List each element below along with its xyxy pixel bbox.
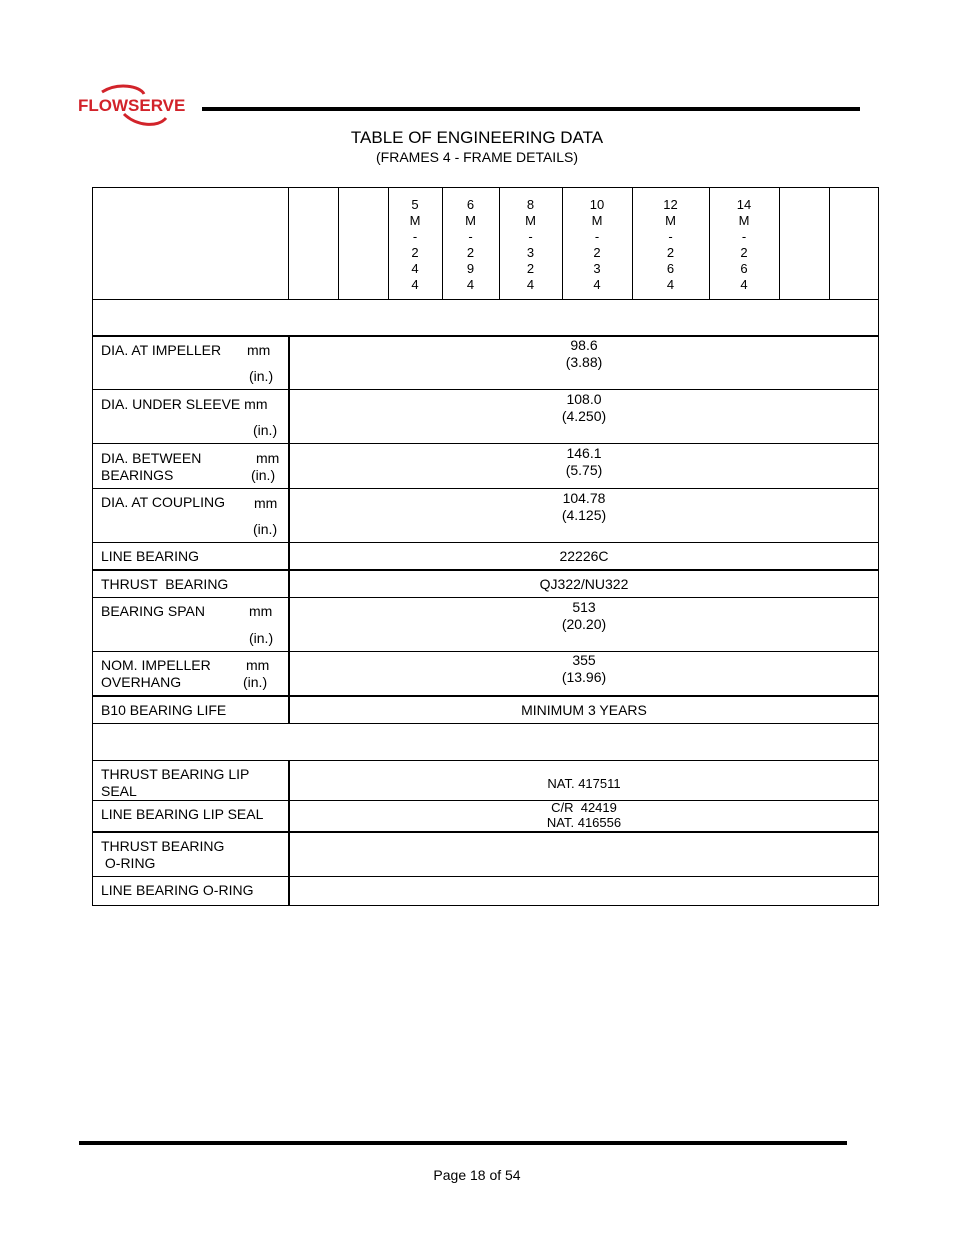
row-label-line-lip-seal: LINE BEARING LIP SEAL bbox=[101, 806, 264, 822]
value-dia-coupling-in: (4.125) bbox=[561, 507, 607, 523]
column-header: 6 M - 2 9 4 bbox=[465, 197, 476, 292]
logo-text: FLOWSERVE bbox=[78, 96, 186, 115]
row-label-dia-coupling: DIA. AT COUPLING bbox=[101, 494, 225, 510]
value-thrust-bearing: QJ322/NU322 bbox=[539, 576, 629, 592]
value-b10-life: MINIMUM 3 YEARS bbox=[521, 702, 647, 718]
row-label-dia-sleeve: DIA. UNDER SLEEVE mm bbox=[101, 396, 268, 412]
value-line-lip-seal-nat: NAT. 416556 bbox=[546, 815, 622, 830]
row-label-b10-life: B10 BEARING LIFE bbox=[101, 702, 227, 718]
header-rule bbox=[202, 107, 860, 111]
value-dia-coupling-mm: 104.78 bbox=[562, 490, 606, 506]
flowserve-logo bbox=[78, 84, 196, 128]
unit-in: (in.) bbox=[243, 674, 268, 690]
unit-in: (in.) bbox=[249, 368, 274, 384]
footer-rule bbox=[79, 1141, 847, 1145]
unit-in: (in.) bbox=[253, 422, 278, 438]
unit-mm: mm bbox=[256, 450, 280, 466]
row-label-thrust-bearing: THRUST BEARING bbox=[101, 576, 229, 592]
value-dia-bearings-mm: 146.1 bbox=[566, 445, 602, 461]
unit-in: (in.) bbox=[251, 467, 276, 483]
row-label-dia-bearings-2: BEARINGS bbox=[101, 467, 174, 483]
column-header: 5 M - 2 4 4 bbox=[409, 197, 421, 292]
page-title: TABLE OF ENGINEERING DATA bbox=[350, 128, 604, 147]
value-line-bearing: 22226C bbox=[559, 548, 609, 564]
value-impeller-overhang-in: (13.96) bbox=[561, 669, 607, 685]
value-dia-sleeve-mm: 108.0 bbox=[566, 391, 602, 407]
row-label-thrust-lip-seal-2: SEAL bbox=[101, 783, 137, 799]
engineering-data-table bbox=[92, 187, 879, 906]
value-dia-sleeve-in: (4.250) bbox=[561, 408, 607, 424]
row-label-line-oring: LINE BEARING O-RING bbox=[101, 882, 254, 898]
column-header: 14 M - 2 6 4 bbox=[736, 197, 752, 292]
column-header: 8 M - 3 2 4 bbox=[525, 197, 536, 292]
row-label-thrust-oring: THRUST BEARING bbox=[101, 838, 225, 854]
unit-mm: mm bbox=[247, 342, 271, 358]
value-bearing-span-in: (20.20) bbox=[561, 616, 607, 632]
value-dia-impeller-in: (3.88) bbox=[565, 354, 603, 370]
row-label-thrust-oring-2: O-RING bbox=[101, 855, 156, 871]
value-thrust-lip-seal: NAT. 417511 bbox=[547, 776, 621, 791]
page-number: Page 18 of 54 bbox=[433, 1167, 521, 1183]
value-bearing-span-mm: 513 bbox=[572, 599, 596, 615]
row-label-line-bearing: LINE BEARING bbox=[101, 548, 200, 564]
value-dia-bearings-in: (5.75) bbox=[565, 462, 603, 478]
value-line-lip-seal-cr: C/R 42419 bbox=[551, 800, 617, 815]
unit-in: (in.) bbox=[253, 521, 278, 537]
unit-mm: mm bbox=[249, 603, 273, 619]
value-dia-impeller-mm: 98.6 bbox=[570, 337, 598, 353]
row-label-dia-bearings: DIA. BETWEEN bbox=[101, 450, 202, 466]
row-label-thrust-lip-seal: THRUST BEARING LIP bbox=[101, 766, 250, 782]
row-label-impeller-overhang-2: OVERHANG bbox=[101, 674, 182, 690]
value-impeller-overhang-mm: 355 bbox=[572, 652, 596, 668]
unit-mm: mm bbox=[246, 657, 270, 673]
unit-in: (in.) bbox=[249, 630, 274, 646]
row-label-bearing-span: BEARING SPAN bbox=[101, 603, 205, 619]
column-header: 12 M - 2 6 4 bbox=[663, 197, 678, 292]
unit-mm: mm bbox=[254, 495, 278, 511]
column-header: 10 M - 2 3 4 bbox=[589, 197, 605, 292]
row-label-impeller-overhang: NOM. IMPELLER bbox=[101, 657, 211, 673]
page-subtitle: (FRAMES 4 - FRAME DETAILS) bbox=[376, 149, 578, 165]
row-label-dia-impeller: DIA. AT IMPELLER bbox=[101, 342, 222, 358]
